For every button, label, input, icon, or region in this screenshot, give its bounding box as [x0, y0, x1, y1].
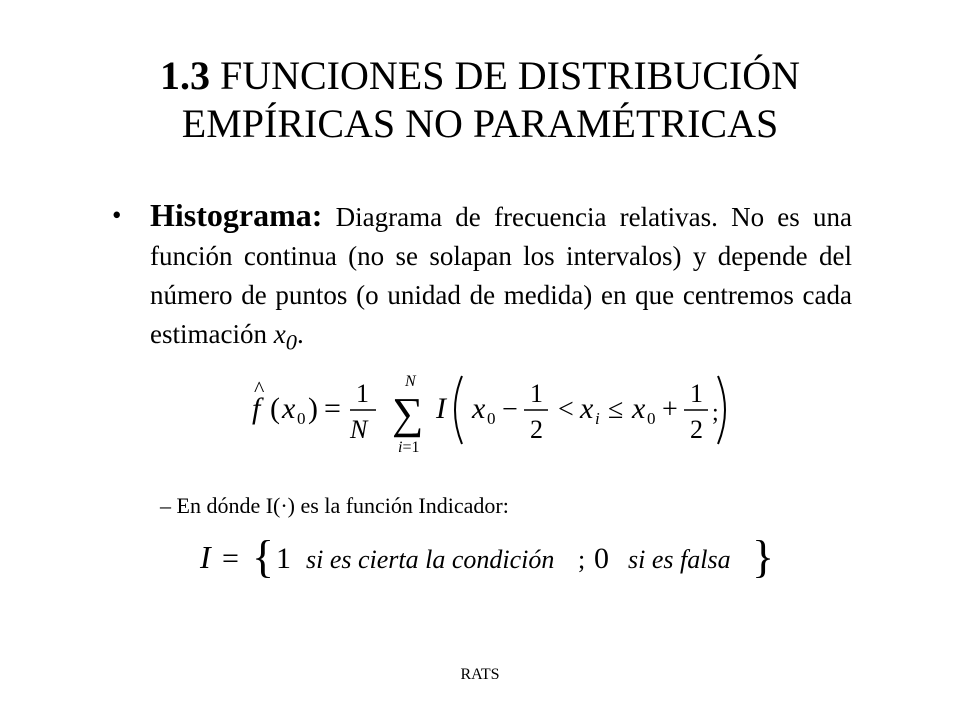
histogram-bullet [112, 196, 852, 361]
svg-text:si es falsa: si es falsa [628, 545, 731, 574]
bullet-text [150, 196, 852, 361]
svg-text:): ) [308, 392, 318, 425]
svg-text:2: 2 [530, 415, 543, 444]
svg-text:x: x [580, 392, 594, 425]
svg-text:0: 0 [487, 409, 496, 428]
bullet-variable: x [273, 319, 286, 349]
svg-text:x: x [472, 392, 486, 425]
title-line-2: EMPÍRICAS NO PARAMÉTRICAS [181, 101, 779, 146]
indicator-formula [196, 530, 786, 586]
svg-text:0: 0 [297, 409, 306, 428]
svg-text:=: = [324, 392, 341, 425]
histogram-formula [240, 362, 740, 458]
title-line-1-text: FUNCIONES DE DISTRIBUCIÓN [219, 53, 801, 98]
svg-text:0: 0 [594, 542, 609, 575]
svg-text:−: − [502, 394, 518, 425]
svg-text:I: I [200, 539, 211, 575]
svg-text:=: = [222, 542, 239, 575]
svg-text:<: < [558, 394, 574, 425]
slide-title [0, 52, 960, 148]
svg-text:(: ( [270, 392, 280, 425]
svg-text:∑: ∑ [392, 389, 424, 438]
svg-text:;: ; [578, 545, 586, 574]
svg-text:1: 1 [690, 379, 703, 408]
svg-text:f: f [252, 392, 261, 425]
svg-text:+: + [662, 394, 678, 425]
svg-text:x: x [282, 392, 296, 425]
svg-text:x: x [632, 392, 646, 425]
svg-text:si es cierta la condición: si es cierta la condición [306, 545, 555, 574]
footer-label: RATS [460, 666, 500, 683]
svg-text:1: 1 [356, 379, 369, 408]
bullet-variable-subscript: 0 [285, 329, 297, 355]
svg-text:{: { [252, 531, 275, 582]
svg-text:0: 0 [647, 409, 656, 428]
svg-text:N: N [405, 373, 416, 390]
svg-text:1: 1 [530, 379, 543, 408]
formula-semicolon [708, 398, 728, 428]
svg-text:}: } [752, 531, 775, 582]
bullet-marker: • [112, 200, 122, 230]
svg-text:^: ^ [254, 376, 265, 401]
subbullet-text: En dónde I(·) es la función Indicador: [176, 493, 509, 518]
svg-text:;: ; [712, 400, 719, 426]
bullet-term: Histograma: [150, 197, 323, 233]
bullet-description: Diagrama de frecuencia relativas. No es una función continua (no se solapan los intervalos) y depende del número de puntos (o unidad de medida) en que centremos cada estimación [150, 202, 853, 349]
svg-text:N: N [350, 415, 368, 444]
bullet-end: . [296, 319, 304, 349]
svg-text:I: I [436, 392, 446, 425]
svg-text:1: 1 [276, 542, 291, 575]
section-number: 1.3 [159, 53, 210, 98]
subbullet-marker: – [160, 493, 171, 518]
svg-text:i: i [595, 409, 600, 428]
svg-text:2: 2 [690, 415, 703, 444]
svg-text:≤: ≤ [608, 394, 624, 425]
title-line-1 [0, 52, 960, 100]
svg-text:i=1: i=1 [398, 439, 420, 456]
indicator-subbullet [160, 492, 509, 520]
